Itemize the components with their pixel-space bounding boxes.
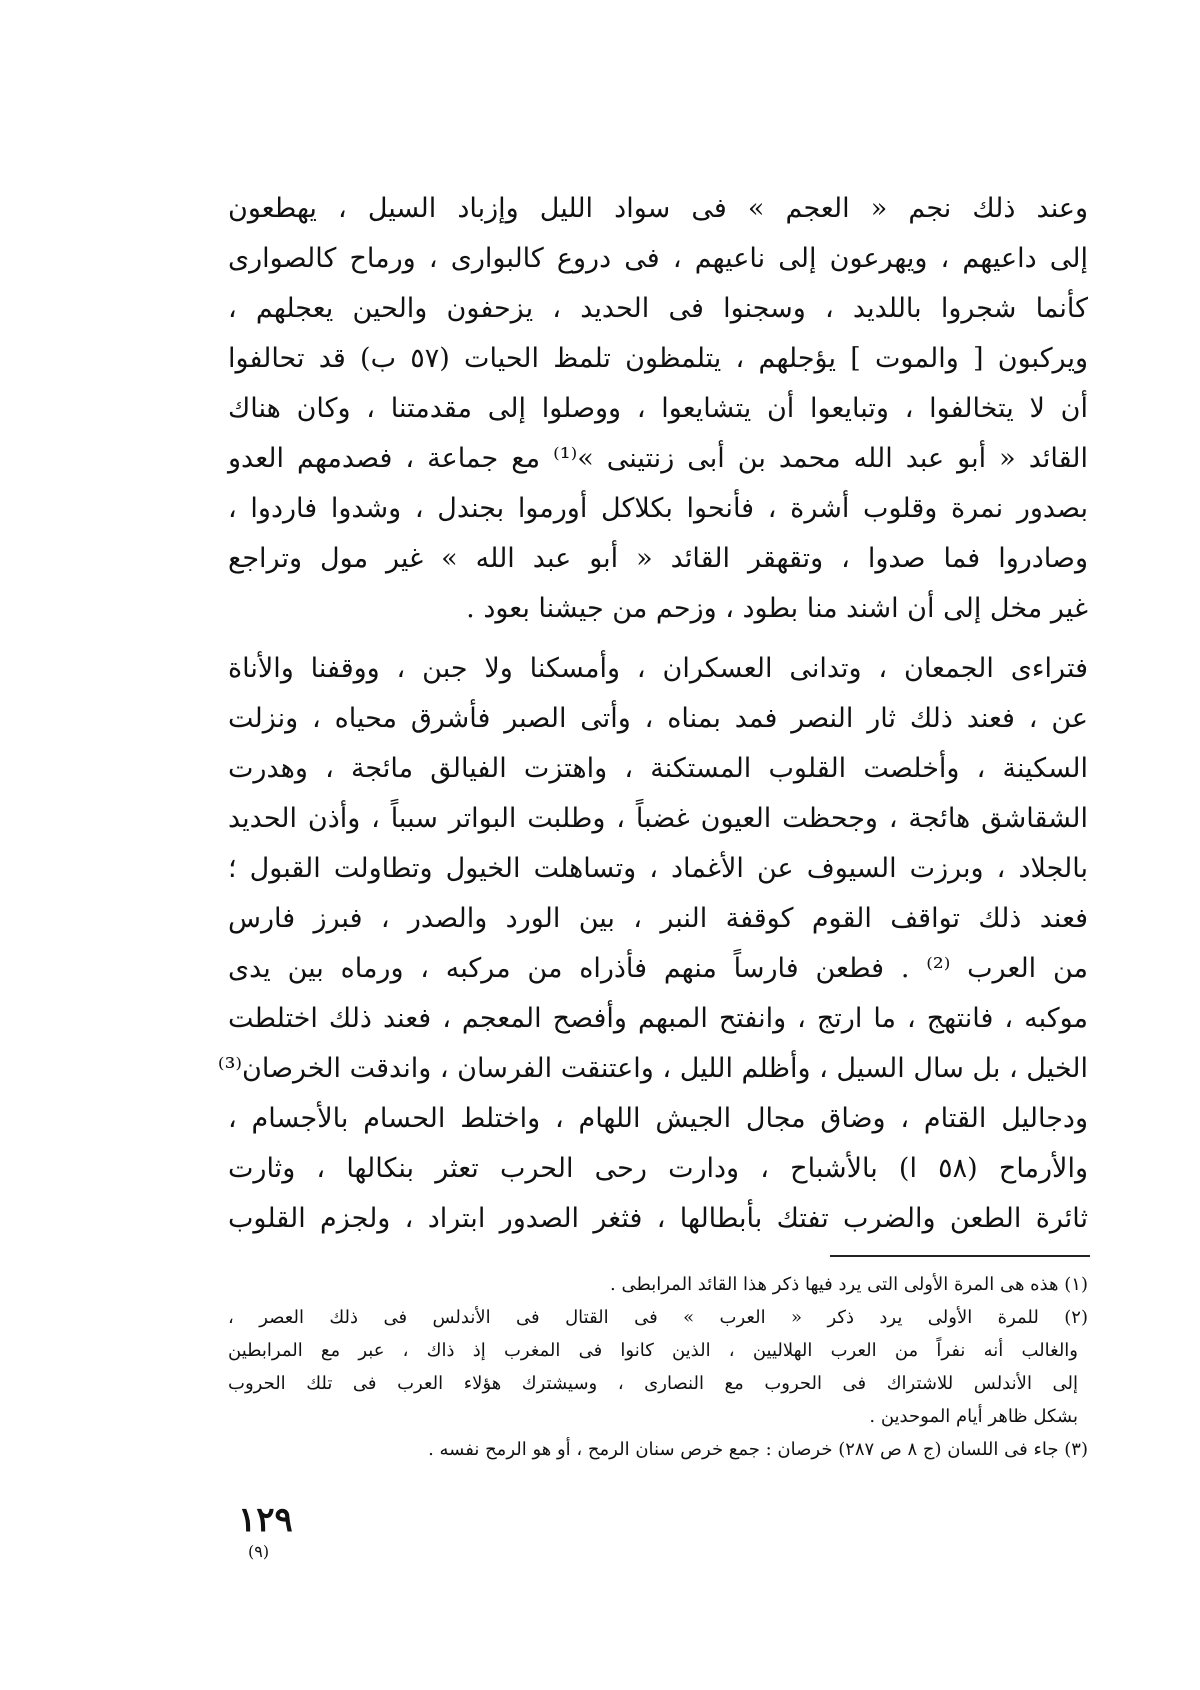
text-line: غير مخل إلى أن اشند منا بطود ، وزحم من جيشنا بعود . (466, 593, 1088, 624)
text-line: بالجلاد ، وبرزت السيوف عن الأغماد ، وتساهلت الخيول وتطاولت القبول ؛ (228, 853, 1088, 884)
footnote-1: (١) هذه هى المرة الأولى التى يرد فيها ذكر هذا القائد المرابطى . (610, 1274, 1088, 1295)
text-line: وعند ذلك نجم « العجم » فى سواد الليل وإزباد السيل ، يهطعون (228, 193, 1088, 224)
text-line: فعند ذلك تواقف القوم كوقفة النبر ، بين الورد والصدر ، فبرز فارس (228, 903, 1088, 934)
footnote-2: (٢) للمرة الأولى يرد ذكر « العرب » فى القتال فى الأندلس فى ذلك العصر ، (228, 1307, 1088, 1328)
text-line: الشقاشق هائجة ، وجحظت العيون غضباً ، وطلبت البواتر سبباً ، وأذن الحديد (228, 803, 1088, 834)
footnote-separator (830, 1255, 1090, 1257)
text-line: والأرماح (٥٨ ا) بالأشباح ، ودارت رحى الحرب تعثر بنكالها ، وثارت (228, 1153, 1088, 1184)
text-line: فتراءى الجمعان ، وتدانى العسكران ، وأمسكنا ولا جبن ، ووقفنا والأناة (228, 653, 1088, 684)
text-line: عن ، فعند ذلك ثار النصر فمد بمناه ، وأتى الصبر فأشرق محياه ، ونزلت (228, 703, 1088, 734)
footnote-2-cont: بشكل ظاهر أيام الموحدين . (869, 1406, 1078, 1427)
text-line: السكينة ، وأخلصت القلوب المستكنة ، واهتزت الفيالق مائجة ، وهدرت (228, 753, 1088, 784)
text-line: إلى داعيهم ، ويهرعون إلى ناعيهم ، فى دروع كالبوارى ، ورماح كالصوارى (228, 243, 1088, 274)
signature-mark: (٩) (248, 1542, 270, 1561)
paragraph-2 (217, 644, 1088, 1244)
footnote-2-cont: والغالب أنه نفراً من العرب الهلاليين ، الذين كانوا فى المغرب إذ ذاك ، عبر مع المرابطين (228, 1340, 1078, 1361)
footnote-2-cont: إلى الأندلس للاشتراك فى الحروب مع النصارى ، وسيشترك هؤلاء العرب فى تلك الحروب (228, 1373, 1078, 1394)
text-line: أن لا يتخالفوا ، وتبايعوا أن يتشايعوا ، ووصلوا إلى مقدمتنا ، وكان هناك (228, 393, 1088, 424)
text-line: ثائرة الطعن والضرب تفتك بأبطالها ، فثغر الصدور ابتراد ، ولجزم القلوب (228, 1203, 1088, 1234)
text-line: من العرب ⁽²⁾ . فطعن فارساً منهم فأذراه من مركبه ، ورماه بين يدى (228, 953, 1088, 984)
text-line: ويركبون [ والموت ] يؤجلهم ، يتلمظون تلمظ الحيات (٥٧ ب) قد تحالفوا (228, 343, 1088, 374)
text-line: بصدور نمرة وقلوب أشرة ، فأنحوا بكلاكل أورموا بجندل ، وشدوا فاردوا ، (228, 493, 1088, 524)
main-text (217, 184, 1088, 1244)
text-line: وصادروا فما صدوا ، وتقهقر القائد « أبو عبد الله » غير مول وتراجع (228, 543, 1088, 574)
text-line: الخيل ، بل سال السيل ، وأظلم الليل ، واعتنقت الفرسان ، واندقت الخرصان⁽³⁾ (217, 1053, 1088, 1084)
text-line: موكبه ، فانتهج ، ما ارتج ، وانفتح المبهم وأفصح المعجم ، فعند ذلك اختلطت (228, 1003, 1088, 1034)
page-number: ١٢٩ (238, 1500, 293, 1540)
text-line: كأنما شجروا باللديد ، وسجنوا فى الحديد ، يزحفون والحين يعجلهم ، (228, 293, 1088, 324)
paragraph-gap (228, 634, 1088, 644)
footnotes (228, 1268, 1088, 1466)
paragraph-1 (228, 184, 1088, 634)
text-line: ودجاليل القتام ، وضاق مجال الجيش اللهام ، واختلط الحسام بالأجسام ، (228, 1103, 1088, 1134)
text-line: القائد « أبو عبد الله محمد بن أبى زنتينى »⁽¹⁾ مع جماعة ، فصدمهم العدو (228, 443, 1088, 474)
footnote-3: (٣) جاء فى اللسان (ج ٨ ص ٢٨٧) خرصان : جمع خرص سنان الرمح ، أو هو الرمح نفسه . (428, 1439, 1088, 1460)
